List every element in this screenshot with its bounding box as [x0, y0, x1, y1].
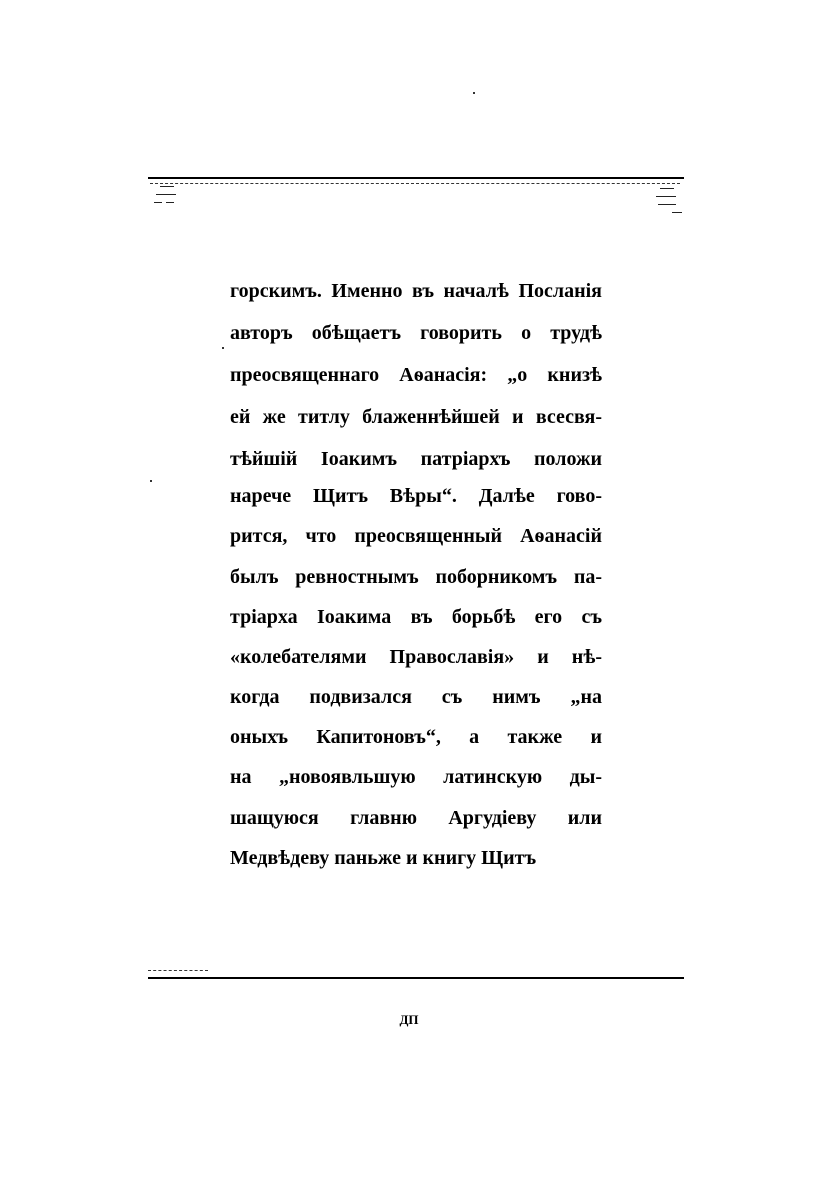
- speck: [150, 480, 152, 482]
- bottom-dashed-rule: [148, 970, 208, 972]
- speck: [222, 347, 224, 349]
- text-line: тѣйшій Іоакимъ патріархъ положи: [230, 448, 602, 470]
- text-line: тріарха Іоакима въ борьбѣ его съ: [230, 606, 602, 628]
- text-line: на „новоявльшую латинскую ды-: [230, 766, 602, 788]
- speck: [473, 92, 475, 94]
- text-line: Медвѣдеву паньже и книгу Щитъ: [230, 847, 537, 869]
- bottom-rule: [148, 977, 684, 979]
- text-line: нарече Щитъ Вѣры“. Далѣе гово-: [230, 485, 602, 507]
- right-margin-mark: [658, 204, 676, 205]
- left-margin-mark: [154, 202, 162, 203]
- text-line: ей же титлу блаженнѣйшей и всесвя-: [230, 406, 602, 428]
- text-line: когда подвизался съ нимъ „на: [230, 686, 602, 708]
- text-line: авторъ обѣщаетъ говорить о трудѣ: [230, 322, 602, 344]
- left-margin-mark: [160, 186, 174, 187]
- left-margin-mark: [156, 194, 176, 195]
- top-dashed-rule: [150, 183, 680, 185]
- text-line: горскимъ. Именно въ началѣ Посланія: [230, 280, 602, 302]
- left-margin-mark: [166, 202, 174, 203]
- top-rule: [148, 177, 684, 179]
- text-line: преосвященнаго Аѳанасія: „о книзѣ: [230, 364, 602, 386]
- text-line: «колебателями Православія» и нѣ-: [230, 646, 602, 668]
- text-line: рится, что преосвященный Аѳанасій: [230, 525, 602, 547]
- text-line: оныхъ Капитоновъ“, а также и: [230, 726, 602, 748]
- right-margin-mark: [672, 212, 682, 213]
- text-line: былъ ревностнымъ поборникомъ па-: [230, 566, 602, 588]
- right-margin-mark: [660, 188, 674, 189]
- right-margin-mark: [656, 196, 676, 197]
- page-folio: ДП: [399, 1012, 419, 1027]
- text-line: шащуюся главню Аргудіеву или: [230, 807, 602, 829]
